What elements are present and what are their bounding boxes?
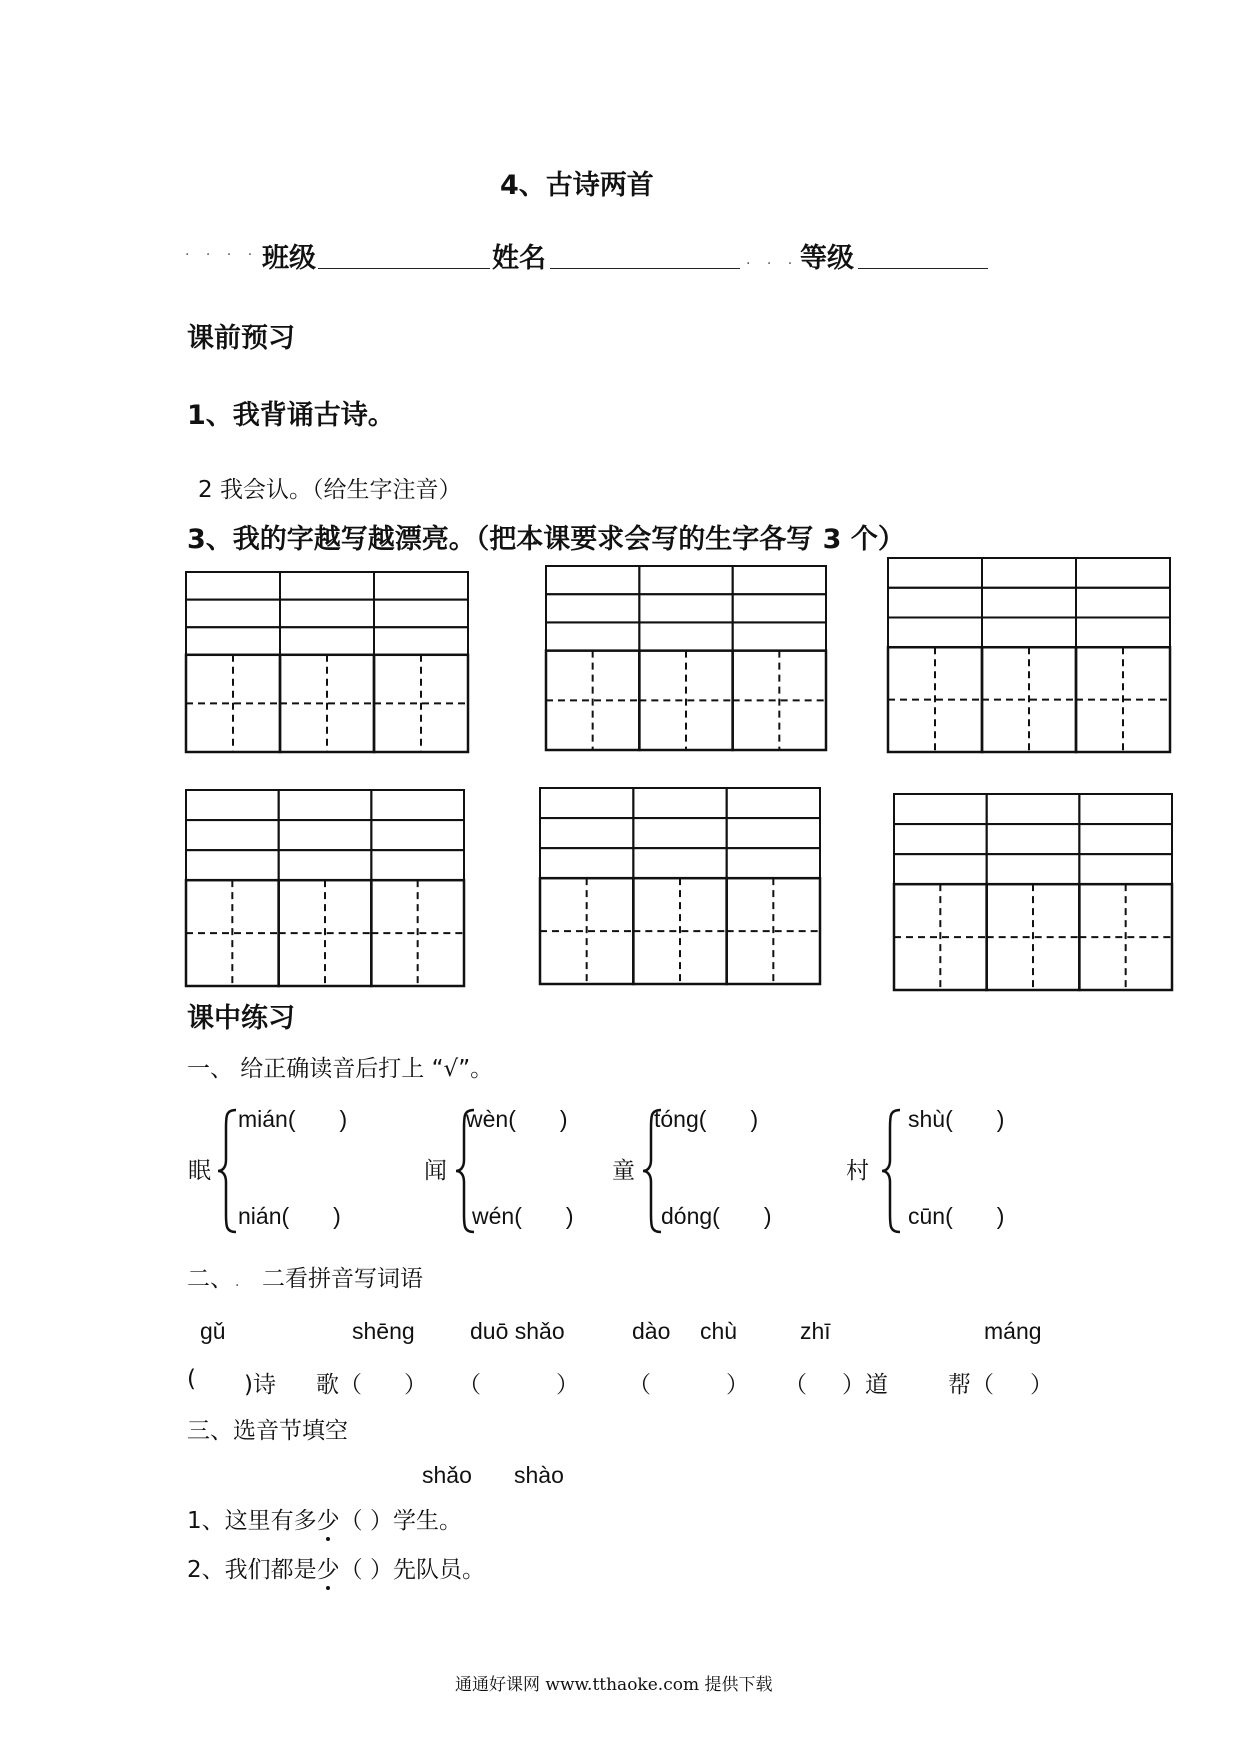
blank-open[interactable]: （ [458,1372,481,1398]
pinyin-writing-line[interactable] [186,820,279,850]
pinyin-option[interactable]: dóng( ) [661,1203,772,1229]
writing-grid [544,564,828,752]
pinyin-writing-line[interactable] [982,558,1076,588]
pinyin-writing-line[interactable] [982,617,1076,647]
blank-close-shi: )诗 [244,1372,276,1398]
pinyin-writing-line[interactable] [186,572,280,600]
pinyin-writing-line[interactable] [987,824,1080,854]
section2-title: 二看拼音写词语 [262,1266,423,1292]
writing-grid [538,786,822,986]
name-label: 姓名 [492,243,546,274]
emphasis-char: 少 [317,1551,340,1584]
group-char: 村 [846,1158,869,1184]
pinyin-writing-line[interactable] [546,622,639,650]
pinyin-option[interactable]: wén( ) [472,1203,574,1229]
pinyin-writing-line[interactable] [633,788,726,818]
pinyin-option[interactable]: shù( ) [908,1106,1005,1132]
pinyin-writing-line[interactable] [279,790,372,820]
group-char: 眠 [188,1158,211,1184]
pinyin-writing-line[interactable] [540,818,633,848]
left-brace-icon [880,1108,904,1234]
pinyin-writing-line[interactable] [888,588,982,618]
section1-title: 一、 给正确读音后打上 “√”。 [187,1056,494,1082]
pinyin-writing-line[interactable] [371,850,464,880]
writing-grid [892,792,1174,992]
pinyin-writing-line[interactable] [727,818,820,848]
preview-item-1: 1、我背诵古诗。 [187,400,395,431]
pinyin-writing-line[interactable] [1076,588,1170,618]
pinyin-writing-line[interactable] [888,617,982,647]
pinyin-sheng: shēng [352,1318,415,1344]
pinyin-writing-line[interactable] [186,850,279,880]
grade-field[interactable] [858,240,988,269]
pinyin-writing-line[interactable] [280,600,374,628]
pinyin-writing-line[interactable] [1079,824,1172,854]
pinyin-writing-line[interactable] [279,850,372,880]
pinyin-writing-line[interactable] [639,594,732,622]
pinyin-option[interactable]: cūn( ) [908,1203,1005,1229]
question-2: 2、我们都是少（ ）先队员。 [187,1551,485,1584]
pinyin-writing-line[interactable] [374,627,468,655]
name-field[interactable] [550,240,740,269]
class-label: 班级 [262,243,316,274]
pinyin-writing-line[interactable] [633,818,726,848]
pinyin-writing-line[interactable] [374,572,468,600]
pinyin-writing-line[interactable] [186,790,279,820]
blank-close-dao: ）道 [842,1372,888,1398]
pinyin-chu: chù [700,1318,738,1344]
pinyin-writing-line[interactable] [540,788,633,818]
pinyin-writing-line[interactable] [546,594,639,622]
pinyin-writing-line[interactable] [987,854,1080,884]
pinyin-writing-line[interactable] [1076,617,1170,647]
preview-heading: 课前预习 [187,323,295,354]
pinyin-writing-line[interactable] [639,566,732,594]
pinyin-writing-line[interactable] [280,572,374,600]
pinyin-writing-line[interactable] [982,588,1076,618]
blank-ge-open[interactable]: 歌（ [316,1372,362,1398]
pinyin-writing-line[interactable] [279,820,372,850]
section3-title: 三、选音节填空 [187,1418,348,1444]
pinyin-writing-line[interactable] [546,566,639,594]
section2-title-number: 二、 [187,1266,233,1292]
writing-grid [184,788,466,988]
pinyin-writing-line[interactable] [374,600,468,628]
pinyin-writing-line[interactable] [280,627,374,655]
pinyin-writing-line[interactable] [540,848,633,878]
pinyin-writing-line[interactable] [987,794,1080,824]
pinyin-option[interactable]: tóng( ) [654,1106,759,1132]
pinyin-writing-line[interactable] [186,600,280,628]
preview-item-2: 2 我会认。（给生字注音） [198,477,462,503]
pinyin-writing-line[interactable] [1079,854,1172,884]
left-brace-icon [216,1108,240,1234]
blank-close: ） [404,1372,427,1398]
pinyin-duoshao: duō shǎo [470,1318,565,1344]
grade-label: 等级 [800,243,854,274]
pinyin-writing-line[interactable] [894,794,987,824]
writing-grid [886,556,1172,754]
pinyin-zhi: zhī [800,1318,831,1344]
pinyin-writing-line[interactable] [733,594,826,622]
blank-close: ） [726,1372,749,1398]
emphasis-char: 少 [317,1502,340,1535]
pinyin-writing-line[interactable] [888,558,982,588]
pinyin-writing-line[interactable] [894,854,987,884]
group-char: 童 [612,1158,635,1184]
pinyin-writing-line[interactable] [894,824,987,854]
group-char: 闻 [424,1158,447,1184]
footer-credit: 通通好课网 www.tthaoke.com 提供下载 [455,1675,773,1695]
option-shao4: shào [514,1462,564,1488]
question-1: 1、这里有多少（ ）学生。 [187,1502,462,1535]
pinyin-writing-line[interactable] [733,622,826,650]
blank-open[interactable]: （ [628,1372,651,1398]
pinyin-gu: gǔ [200,1318,226,1344]
pinyin-option[interactable]: wèn( ) [466,1106,568,1132]
page-title: 4、古诗两首 [500,170,654,201]
blank-close: ） [556,1372,579,1398]
writing-grid [184,570,470,754]
pinyin-writing-line[interactable] [639,622,732,650]
pinyin-writing-line[interactable] [1076,558,1170,588]
pinyin-writing-line[interactable] [371,790,464,820]
class-field[interactable] [318,240,490,269]
pinyin-option[interactable]: mián( ) [238,1106,348,1132]
pinyin-option[interactable]: nián( ) [238,1203,341,1229]
blank-open[interactable]: ( [187,1366,196,1392]
pinyin-writing-line[interactable] [733,566,826,594]
blank-close: ） [1030,1372,1053,1398]
preview-item-3: 3、我的字越写越漂亮。（把本课要求会写的生字各写 3 个） [187,524,905,555]
pinyin-writing-line[interactable] [371,820,464,850]
blank-open[interactable]: （ [784,1372,807,1398]
pinyin-dao: dào [632,1318,671,1344]
pinyin-mang: máng [984,1318,1042,1344]
option-shao3: shǎo [422,1462,472,1488]
pinyin-writing-line[interactable] [633,848,726,878]
practice-heading: 课中练习 [187,1003,295,1034]
student-info-line: . . . . [185,243,259,259]
pinyin-writing-line[interactable] [186,627,280,655]
pinyin-writing-line[interactable] [727,848,820,878]
pinyin-writing-line[interactable] [1079,794,1172,824]
pinyin-writing-line[interactable] [727,788,820,818]
blank-bang-open[interactable]: 帮（ [948,1372,994,1398]
